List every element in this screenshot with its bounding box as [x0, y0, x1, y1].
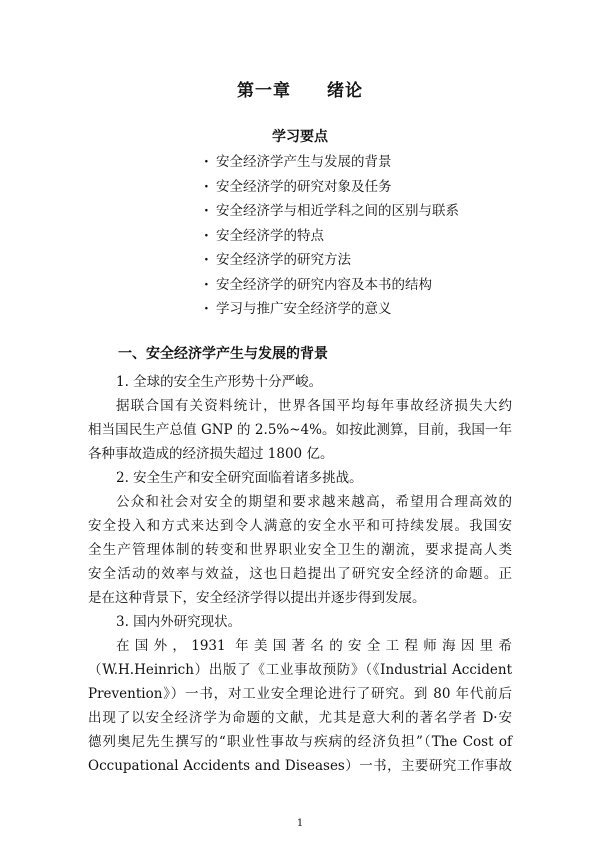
- chapter-name: 绪论: [327, 81, 363, 101]
- section-heading: 一、安全经济学产生与发展的背景: [118, 346, 328, 362]
- paragraph-line: 出现了以安全经济学为命题的文献，尤其是意大利的著名学者 D·安: [88, 710, 512, 726]
- key-point-item: · 安全经济学的研究方法: [204, 248, 459, 273]
- bullet-icon: ·: [204, 154, 209, 170]
- key-point-item: · 安全经济学的研究内容及本书的结构: [204, 273, 459, 298]
- key-points-list: [204, 150, 459, 322]
- key-point-item: · 安全经济学产生与发展的背景: [204, 150, 459, 175]
- key-point-item: · 安全经济学与相近学科之间的区别与联系: [204, 199, 459, 224]
- bullet-icon: ·: [204, 227, 209, 244]
- paragraph-line: Occupational Accidents and Diseases）一书，主要研究工作事故: [88, 758, 512, 774]
- paragraph-line: 全生产管理体制的转变和世界职业安全卫生的潮流，要求提高人类: [88, 542, 512, 558]
- paragraph-line: 安全活动的效率与效益，这也日趋提出了研究安全经济的命题。正: [88, 566, 512, 582]
- page-number: 1: [296, 818, 304, 829]
- bullet-icon: ·: [204, 276, 209, 293]
- chapter-title: [0, 76, 600, 101]
- paragraph-line: 各种事故造成的经济损失超过 1800 亿。: [88, 446, 334, 462]
- bullet-icon: ·: [204, 203, 209, 219]
- chapter-number: 第一章: [237, 81, 291, 101]
- paragraph-line: （W.H.Heinrich）出版了《工业事故预防》（《Industrial Accident: [88, 662, 512, 678]
- key-points-heading: 学习要点: [272, 129, 328, 145]
- key-point-item: · 安全经济学的特点: [204, 224, 459, 249]
- paragraph-line: 据联合国有关资料统计，世界各国平均每年事故经济损失大约: [116, 398, 512, 414]
- paragraph-line: 安全投入和方式来达到令人满意的安全水平和可持续发展。我国安: [88, 518, 512, 534]
- bullet-icon: ·: [204, 301, 209, 317]
- paragraph-line: 是在这种背景下，安全经济学得以提出并逐步得到发展。: [88, 590, 426, 606]
- bullet-icon: ·: [204, 252, 209, 268]
- key-point-item: · 学习与推广安全经济学的意义: [204, 297, 459, 322]
- numbered-point: 1. 全球的安全生产形势十分严峻。: [116, 374, 323, 390]
- bullet-icon: ·: [204, 178, 209, 195]
- numbered-point: 2. 安全生产和安全研究面临着诸多挑战。: [116, 470, 363, 486]
- numbered-point: 3. 国内外研究现状。: [116, 614, 242, 630]
- paragraph-line: 德列奥尼先生撰写的“职业性事故与疾病的经济负担”（The Cost of: [88, 734, 512, 750]
- paragraph-line: 在国外，1931 年美国著名的安全工程师海因里希: [116, 638, 512, 654]
- key-point-item: · 安全经济学的研究对象及任务: [204, 175, 459, 200]
- paragraph-line: 公众和社会对安全的期望和要求越来越高，希望用合理高效的: [116, 494, 512, 510]
- paragraph-line: Prevention》）一书，对工业安全理论进行了研究。到 80 年代前后: [88, 686, 512, 702]
- paragraph-line: 相当国民生产总值 GNP 的 2.5%~4%。如按此测算，目前，我国一年: [88, 422, 512, 438]
